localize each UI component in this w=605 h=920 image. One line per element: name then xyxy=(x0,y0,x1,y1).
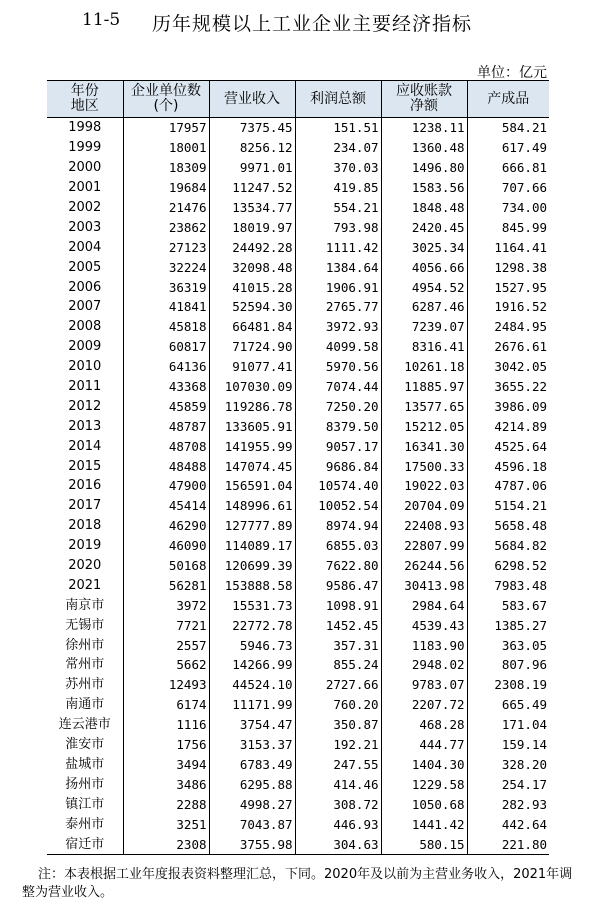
cell-total-profit: 1098.91 xyxy=(295,595,381,615)
cell-year-region: 2005 xyxy=(68,259,102,275)
cell-year-region: 徐州市 xyxy=(65,637,105,653)
cell-enterprise-count: 45859 xyxy=(123,396,209,416)
table-row xyxy=(47,755,549,775)
cell-total-profit: 8379.50 xyxy=(295,416,381,436)
cell-revenue: 3755.98 xyxy=(209,834,295,854)
cell-total-profit: 3972.93 xyxy=(295,317,381,337)
cell-enterprise-count: 32224 xyxy=(123,257,209,277)
cell-receivables: 1183.90 xyxy=(381,635,467,655)
cell-revenue: 6295.88 xyxy=(209,774,295,794)
table-row xyxy=(47,794,549,814)
cell-finished-goods: 7983.48 xyxy=(467,575,549,595)
table-row xyxy=(47,198,549,218)
cell-finished-goods: 282.93 xyxy=(467,794,549,814)
cell-year-region: 2003 xyxy=(68,219,102,235)
cell-total-profit: 357.31 xyxy=(295,635,381,655)
cell-finished-goods: 1527.95 xyxy=(467,277,549,297)
cell-enterprise-count: 27123 xyxy=(123,237,209,257)
table-row xyxy=(47,476,549,496)
cell-revenue: 7375.45 xyxy=(209,118,295,138)
cell-revenue: 7043.87 xyxy=(209,814,295,834)
cell-finished-goods: 363.05 xyxy=(467,635,549,655)
table-row xyxy=(47,735,549,755)
cell-receivables: 1404.30 xyxy=(381,755,467,775)
cell-finished-goods: 4787.06 xyxy=(467,476,549,496)
cell-finished-goods: 4525.64 xyxy=(467,436,549,456)
cell-total-profit: 151.51 xyxy=(295,118,381,138)
cell-finished-goods: 4214.89 xyxy=(467,416,549,436)
table-row xyxy=(47,834,549,854)
cell-enterprise-count: 43368 xyxy=(123,377,209,397)
cell-finished-goods: 665.49 xyxy=(467,695,549,715)
cell-year-region: 2013 xyxy=(68,418,102,434)
cell-revenue: 153888.58 xyxy=(209,575,295,595)
cell-revenue: 11171.99 xyxy=(209,695,295,715)
cell-enterprise-count: 46290 xyxy=(123,516,209,536)
cell-finished-goods: 584.21 xyxy=(467,118,549,138)
cell-year-region: 连云港市 xyxy=(58,717,111,733)
cell-total-profit: 855.24 xyxy=(295,655,381,675)
cell-revenue: 44524.10 xyxy=(209,675,295,695)
table-row xyxy=(47,158,549,178)
cell-total-profit: 350.87 xyxy=(295,715,381,735)
cell-receivables: 1050.68 xyxy=(381,794,467,814)
table-row xyxy=(47,516,549,536)
cell-enterprise-count: 5662 xyxy=(123,655,209,675)
cell-finished-goods: 254.17 xyxy=(467,774,549,794)
cell-receivables: 19022.03 xyxy=(381,476,467,496)
cell-finished-goods: 583.67 xyxy=(467,595,549,615)
cell-enterprise-count: 3251 xyxy=(123,814,209,834)
cell-total-profit: 7250.20 xyxy=(295,396,381,416)
cell-finished-goods: 4596.18 xyxy=(467,456,549,476)
cell-year-region: 淮安市 xyxy=(65,737,105,753)
table-row xyxy=(47,257,549,277)
cell-total-profit: 7622.80 xyxy=(295,556,381,576)
cell-receivables: 22408.93 xyxy=(381,516,467,536)
cell-year-region: 2006 xyxy=(68,279,102,295)
cell-receivables: 17500.33 xyxy=(381,456,467,476)
cell-receivables: 1229.58 xyxy=(381,774,467,794)
cell-finished-goods: 1298.38 xyxy=(467,257,549,277)
cell-finished-goods: 442.64 xyxy=(467,814,549,834)
cell-revenue: 120699.39 xyxy=(209,556,295,576)
cell-total-profit: 4099.58 xyxy=(295,337,381,357)
cell-revenue: 9971.01 xyxy=(209,158,295,178)
header-finished-goods xyxy=(467,81,549,118)
table-row xyxy=(47,377,549,397)
cell-total-profit: 304.63 xyxy=(295,834,381,854)
cell-finished-goods: 1385.27 xyxy=(467,615,549,635)
header-row xyxy=(47,81,549,118)
cell-year-region: 2019 xyxy=(68,538,102,554)
cell-year-region: 扬州市 xyxy=(65,776,105,792)
cell-enterprise-count: 50168 xyxy=(123,556,209,576)
cell-total-profit: 192.21 xyxy=(295,735,381,755)
cell-finished-goods: 5658.48 xyxy=(467,516,549,536)
cell-receivables: 4056.66 xyxy=(381,257,467,277)
table-row xyxy=(47,456,549,476)
cell-year-region: 盐城市 xyxy=(65,756,105,772)
cell-finished-goods: 807.96 xyxy=(467,655,549,675)
cell-receivables: 2207.72 xyxy=(381,695,467,715)
cell-receivables: 4954.52 xyxy=(381,277,467,297)
cell-revenue: 133605.91 xyxy=(209,416,295,436)
cell-enterprise-count: 1756 xyxy=(123,735,209,755)
cell-year-region: 南通市 xyxy=(65,697,105,713)
cell-total-profit: 5970.56 xyxy=(295,357,381,377)
cell-total-profit: 8974.94 xyxy=(295,516,381,536)
header-line: 产成品 xyxy=(487,90,530,107)
cell-total-profit: 554.21 xyxy=(295,198,381,218)
table-row xyxy=(47,277,549,297)
table-row xyxy=(47,615,549,635)
cell-revenue: 5946.73 xyxy=(209,635,295,655)
cell-total-profit: 1906.91 xyxy=(295,277,381,297)
header-total-profit xyxy=(295,81,381,118)
unit-label: 单位：亿元 xyxy=(477,65,547,81)
cell-revenue: 22772.78 xyxy=(209,615,295,635)
cell-total-profit: 419.85 xyxy=(295,178,381,198)
table-row xyxy=(47,118,549,138)
cell-enterprise-count: 18001 xyxy=(123,138,209,158)
cell-total-profit: 7074.44 xyxy=(295,377,381,397)
cell-finished-goods: 2308.19 xyxy=(467,675,549,695)
cell-enterprise-count: 47900 xyxy=(123,476,209,496)
cell-year-region: 2000 xyxy=(68,160,102,176)
cell-enterprise-count: 48488 xyxy=(123,456,209,476)
cell-finished-goods: 3655.22 xyxy=(467,377,549,397)
cell-receivables: 1238.11 xyxy=(381,118,467,138)
cell-total-profit: 6855.03 xyxy=(295,536,381,556)
cell-year-region: 2010 xyxy=(68,359,102,375)
table-row xyxy=(47,317,549,337)
cell-receivables: 1441.42 xyxy=(381,814,467,834)
cell-total-profit: 10574.40 xyxy=(295,476,381,496)
cell-enterprise-count: 21476 xyxy=(123,198,209,218)
cell-revenue: 15531.73 xyxy=(209,595,295,615)
cell-year-region: 2015 xyxy=(68,458,102,474)
cell-enterprise-count: 45414 xyxy=(123,496,209,516)
cell-total-profit: 247.55 xyxy=(295,755,381,775)
cell-finished-goods: 734.00 xyxy=(467,198,549,218)
cell-receivables: 1848.48 xyxy=(381,198,467,218)
cell-revenue: 114089.17 xyxy=(209,536,295,556)
table-row xyxy=(47,655,549,675)
cell-year-region: 宿迁市 xyxy=(47,834,123,854)
cell-enterprise-count: 17957 xyxy=(123,118,209,138)
cell-revenue: 156591.04 xyxy=(209,476,295,496)
cell-revenue: 119286.78 xyxy=(209,396,295,416)
table-row xyxy=(47,396,549,416)
cell-enterprise-count: 3486 xyxy=(123,774,209,794)
cell-revenue: 24492.28 xyxy=(209,237,295,257)
cell-enterprise-count: 7721 xyxy=(123,615,209,635)
cell-enterprise-count: 46090 xyxy=(123,536,209,556)
header-year-region xyxy=(47,81,123,118)
cell-revenue: 148996.61 xyxy=(209,496,295,516)
table-row xyxy=(47,357,549,377)
table-row xyxy=(47,337,549,357)
table-row xyxy=(47,814,549,834)
cell-finished-goods: 2676.61 xyxy=(467,337,549,357)
cell-year-region: 泰州市 xyxy=(65,816,105,832)
cell-total-profit: 1111.42 xyxy=(295,237,381,257)
cell-revenue: 147074.45 xyxy=(209,456,295,476)
cell-finished-goods: 3986.09 xyxy=(467,396,549,416)
cell-enterprise-count: 56281 xyxy=(123,575,209,595)
cell-finished-goods: 707.66 xyxy=(467,178,549,198)
cell-receivables: 4539.43 xyxy=(381,615,467,635)
table-row xyxy=(47,297,549,317)
cell-receivables: 26244.56 xyxy=(381,556,467,576)
cell-receivables: 1583.56 xyxy=(381,178,467,198)
cell-enterprise-count: 23862 xyxy=(123,217,209,237)
cell-year-region: 2021 xyxy=(68,577,102,593)
cell-total-profit: 2765.77 xyxy=(295,297,381,317)
table-row xyxy=(47,536,549,556)
table-row xyxy=(47,436,549,456)
table-row xyxy=(47,774,549,794)
cell-finished-goods: 845.99 xyxy=(467,217,549,237)
cell-year-region: 常州市 xyxy=(65,657,105,673)
cell-receivables: 2984.64 xyxy=(381,595,467,615)
cell-year-region: 2009 xyxy=(68,339,102,355)
cell-year-region: 苏州市 xyxy=(65,677,105,693)
cell-revenue: 71724.90 xyxy=(209,337,295,357)
table-row xyxy=(47,496,549,516)
cell-receivables: 20704.09 xyxy=(381,496,467,516)
cell-enterprise-count: 3494 xyxy=(123,755,209,775)
header-receivables xyxy=(381,81,467,118)
cell-enterprise-count: 60817 xyxy=(123,337,209,357)
cell-finished-goods: 6298.52 xyxy=(467,556,549,576)
footnote: 注：本表根据工业年度报表资料整理汇总，下同。2020年及以前为主营业务收入，2021年调整为营业收入。 xyxy=(22,867,573,900)
table-row xyxy=(47,217,549,237)
cell-receivables: 16341.30 xyxy=(381,436,467,456)
cell-finished-goods: 5154.21 xyxy=(467,496,549,516)
cell-receivables: 580.15 xyxy=(381,834,467,854)
cell-year-region: 1998 xyxy=(68,120,102,136)
cell-revenue: 107030.09 xyxy=(209,377,295,397)
cell-total-profit: 308.72 xyxy=(295,794,381,814)
table-row xyxy=(47,416,549,436)
cell-finished-goods: 159.14 xyxy=(467,735,549,755)
cell-receivables: 9783.07 xyxy=(381,675,467,695)
cell-total-profit: 10052.54 xyxy=(295,496,381,516)
cell-enterprise-count: 36319 xyxy=(123,277,209,297)
cell-year-region: 2014 xyxy=(68,438,102,454)
cell-finished-goods: 328.20 xyxy=(467,755,549,775)
cell-finished-goods: 617.49 xyxy=(467,138,549,158)
cell-finished-goods: 3042.05 xyxy=(467,357,549,377)
cell-year-region: 镇江市 xyxy=(65,796,105,812)
cell-enterprise-count: 2308 xyxy=(123,834,209,854)
cell-revenue: 8256.12 xyxy=(209,138,295,158)
cell-revenue: 14266.99 xyxy=(209,655,295,675)
table-header xyxy=(47,81,549,118)
cell-revenue: 11247.52 xyxy=(209,178,295,198)
table-row xyxy=(47,675,549,695)
page-title xyxy=(0,10,605,36)
cell-year-region: 2008 xyxy=(68,319,102,335)
cell-enterprise-count: 2557 xyxy=(123,635,209,655)
table-number: 11-5 xyxy=(82,10,121,30)
cell-finished-goods: 666.81 xyxy=(467,158,549,178)
table-row xyxy=(47,595,549,615)
cell-finished-goods: 1164.41 xyxy=(467,237,549,257)
cell-enterprise-count: 3972 xyxy=(123,595,209,615)
cell-year-region: 2004 xyxy=(68,239,102,255)
cell-revenue: 3153.37 xyxy=(209,735,295,755)
cell-receivables: 6287.46 xyxy=(381,297,467,317)
cell-finished-goods: 1916.52 xyxy=(467,297,549,317)
header-revenue xyxy=(209,81,295,118)
cell-finished-goods: 5684.82 xyxy=(467,536,549,556)
cell-receivables: 11885.97 xyxy=(381,377,467,397)
header-enterprise-count xyxy=(123,81,209,118)
cell-enterprise-count: 45818 xyxy=(123,317,209,337)
cell-revenue: 91077.41 xyxy=(209,357,295,377)
cell-receivables: 468.28 xyxy=(381,715,467,735)
cell-receivables: 1360.48 xyxy=(381,138,467,158)
cell-year-region: 2018 xyxy=(68,518,102,534)
table-row xyxy=(47,178,549,198)
table-row xyxy=(47,237,549,257)
cell-enterprise-count: 41841 xyxy=(123,297,209,317)
cell-year-region: 2020 xyxy=(68,558,102,574)
table-title: 历年规模以上工业企业主要经济指标 xyxy=(152,13,473,35)
cell-total-profit: 2727.66 xyxy=(295,675,381,695)
cell-year-region: 无锡市 xyxy=(65,617,105,633)
header-line: (个) xyxy=(153,98,179,114)
cell-enterprise-count: 2288 xyxy=(123,794,209,814)
cell-receivables: 1496.80 xyxy=(381,158,467,178)
cell-total-profit: 760.20 xyxy=(295,695,381,715)
cell-receivables: 2948.02 xyxy=(381,655,467,675)
cell-finished-goods: 221.80 xyxy=(467,834,549,854)
cell-receivables: 3025.34 xyxy=(381,237,467,257)
cell-enterprise-count: 1116 xyxy=(123,715,209,735)
cell-total-profit: 1384.64 xyxy=(295,257,381,277)
header-line: 地区 xyxy=(70,98,99,114)
cell-receivables: 15212.05 xyxy=(381,416,467,436)
cell-revenue: 141955.99 xyxy=(209,436,295,456)
table-row xyxy=(47,575,549,595)
cell-revenue: 52594.30 xyxy=(209,297,295,317)
cell-receivables: 22807.99 xyxy=(381,536,467,556)
table-row xyxy=(47,556,549,576)
cell-enterprise-count: 48708 xyxy=(123,436,209,456)
cell-receivables: 8316.41 xyxy=(381,337,467,357)
cell-total-profit: 9057.17 xyxy=(295,436,381,456)
cell-year-region: 2017 xyxy=(68,498,102,514)
indicators-table xyxy=(47,80,549,855)
cell-year-region: 2007 xyxy=(68,299,102,315)
cell-total-profit: 793.98 xyxy=(295,217,381,237)
header-line: 营业收入 xyxy=(224,90,280,107)
table-row xyxy=(47,695,549,715)
cell-year-region: 2012 xyxy=(68,398,102,414)
cell-revenue: 6783.49 xyxy=(209,755,295,775)
cell-revenue: 18019.97 xyxy=(209,217,295,237)
table-row xyxy=(47,138,549,158)
cell-receivables: 10261.18 xyxy=(381,357,467,377)
cell-year-region: 1999 xyxy=(68,140,102,156)
cell-enterprise-count: 64136 xyxy=(123,357,209,377)
header-line: 净额 xyxy=(410,98,438,114)
cell-total-profit: 370.03 xyxy=(295,158,381,178)
cell-enterprise-count: 48787 xyxy=(123,416,209,436)
cell-enterprise-count: 19684 xyxy=(123,178,209,198)
cell-finished-goods: 2484.95 xyxy=(467,317,549,337)
cell-revenue: 13534.77 xyxy=(209,198,295,218)
cell-total-profit: 9586.47 xyxy=(295,575,381,595)
table-body xyxy=(47,118,549,855)
cell-revenue: 41015.28 xyxy=(209,277,295,297)
cell-total-profit: 414.46 xyxy=(295,774,381,794)
cell-year-region: 南京市 xyxy=(65,597,105,613)
cell-receivables: 13577.65 xyxy=(381,396,467,416)
cell-revenue: 66481.84 xyxy=(209,317,295,337)
cell-receivables: 444.77 xyxy=(381,735,467,755)
cell-finished-goods: 171.04 xyxy=(467,715,549,735)
table-row xyxy=(47,715,549,735)
cell-total-profit: 1452.45 xyxy=(295,615,381,635)
cell-total-profit: 9686.84 xyxy=(295,456,381,476)
cell-total-profit: 234.07 xyxy=(295,138,381,158)
header-line: 利润总额 xyxy=(310,90,366,107)
table-row xyxy=(47,635,549,655)
cell-revenue: 127777.89 xyxy=(209,516,295,536)
cell-total-profit: 446.93 xyxy=(295,814,381,834)
header-line: 企业单位数 xyxy=(131,83,201,99)
cell-receivables: 2420.45 xyxy=(381,217,467,237)
cell-receivables: 7239.07 xyxy=(381,317,467,337)
cell-revenue: 3754.47 xyxy=(209,715,295,735)
cell-year-region: 2002 xyxy=(68,200,102,215)
cell-enterprise-count: 18309 xyxy=(123,158,209,178)
cell-year-region: 2016 xyxy=(68,478,102,494)
cell-enterprise-count: 12493 xyxy=(123,675,209,695)
cell-enterprise-count: 6174 xyxy=(123,695,209,715)
header-line: 年份 xyxy=(70,83,99,99)
header-line: 应收账款 xyxy=(396,83,452,99)
cell-year-region: 2011 xyxy=(68,379,102,395)
cell-year-region: 2001 xyxy=(68,180,102,196)
cell-receivables: 30413.98 xyxy=(381,575,467,595)
cell-revenue: 32098.48 xyxy=(209,257,295,277)
cell-revenue: 4998.27 xyxy=(209,794,295,814)
